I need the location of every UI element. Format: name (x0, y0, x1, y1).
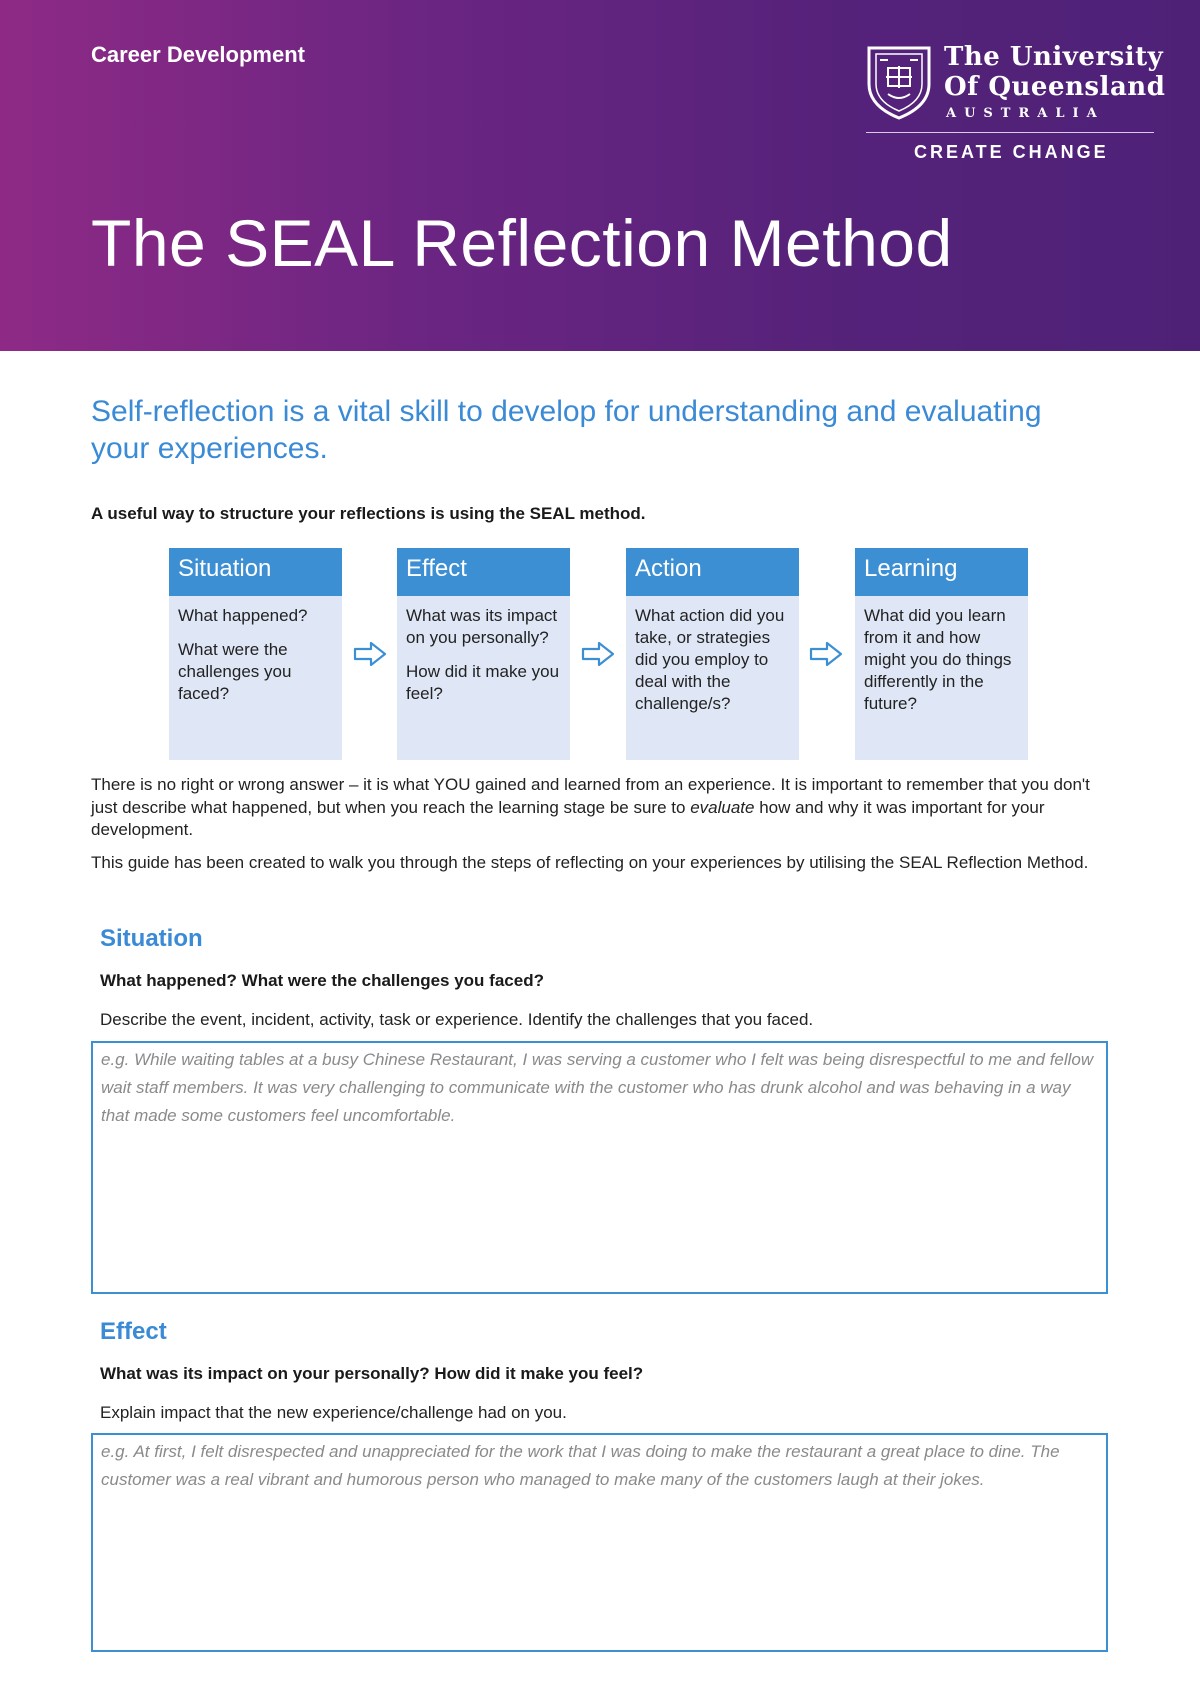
intro-heading: Self-reflection is a vital skill to develop for understanding and evaluating your experiences. (91, 395, 1042, 465)
category-label: Career Development (91, 42, 305, 67)
logo-tagline: CREATE CHANGE (914, 142, 1109, 162)
paragraph-text: how and why it was important for your development. (91, 797, 1045, 839)
logo-line-1: The University (944, 42, 1164, 72)
paragraph-text: There is no right or wrong answer – it is what YOU gained and learned from an experience. It is important to remember that you don't just describe what happened, but when you reach the learning stage be sure to (91, 775, 1090, 817)
paragraph-emphasis: evaluate (690, 797, 755, 817)
step-action (626, 548, 799, 760)
paragraph-guide: This guide has been created to walk you through the steps of reflecting on your experiences by utilising the SEAL Reflection Method. (91, 853, 1089, 872)
header-banner (0, 0, 1200, 351)
lead-sentence: A useful way to structure your reflections is using the SEAL method. (91, 504, 646, 523)
section-description-situation: Describe the event, incident, activity, task or experience. Identify the challenges that you faced. (100, 1010, 814, 1029)
step-title: Effect (397, 548, 570, 596)
step-text: What did you learn from it and how might you do things differently in the future? (864, 606, 1012, 713)
step-title: Learning (855, 548, 1028, 596)
situation-answer-field[interactable] (91, 1041, 1108, 1294)
section-question-effect: What was its impact on your personally? How did it make you feel? (100, 1364, 644, 1383)
arrow-right-icon (580, 640, 616, 668)
step-text: What were the challenges you faced? (178, 640, 292, 703)
logo-line-3: AUSTRALIA (946, 106, 1105, 121)
step-text: What happened? (178, 606, 308, 625)
step-title: Action (626, 548, 799, 596)
section-title-situation: Situation (100, 925, 203, 952)
step-text: What was its impact on you personally? (406, 606, 558, 647)
section-title-effect: Effect (100, 1318, 167, 1345)
step-title: Situation (169, 548, 342, 596)
step-learning (855, 548, 1028, 760)
effect-answer-field[interactable] (91, 1433, 1108, 1652)
arrow-right-icon (808, 640, 844, 668)
logo-line-2: Of Queensland (944, 72, 1166, 102)
step-situation (169, 548, 342, 760)
page-title: The SEAL Reflection Method (91, 206, 953, 280)
step-text: What action did you take, or strategies did you employ to deal with the challenge/s? (635, 606, 785, 713)
step-text: How did it make you feel? (406, 662, 560, 703)
effect-example-text: e.g. At first, I felt disrespected and unappreciated for the work that I was doing to make the restaurant a great place to dine. The customer was a real vibrant and humorous person who managed to make many of the customers laugh at their jokes. (101, 1442, 1060, 1489)
situation-example-text: e.g. While waiting tables at a busy Chinese Restaurant, I was serving a customer who I felt was being disrespectful to me and fellow wait staff members. It was very challenging to communicate with the customer who has drunk alcohol and was behaving in a way that made some customers feel uncomfortable. (101, 1050, 1094, 1125)
step-effect (397, 548, 570, 760)
crest-icon (866, 44, 932, 120)
arrow-right-icon (352, 640, 388, 668)
paragraph-answer (91, 774, 1101, 842)
logo-divider (866, 132, 1154, 133)
section-description-effect: Explain impact that the new experience/challenge had on you. (100, 1403, 567, 1422)
section-question-situation: What happened? What were the challenges you faced? (100, 971, 544, 990)
